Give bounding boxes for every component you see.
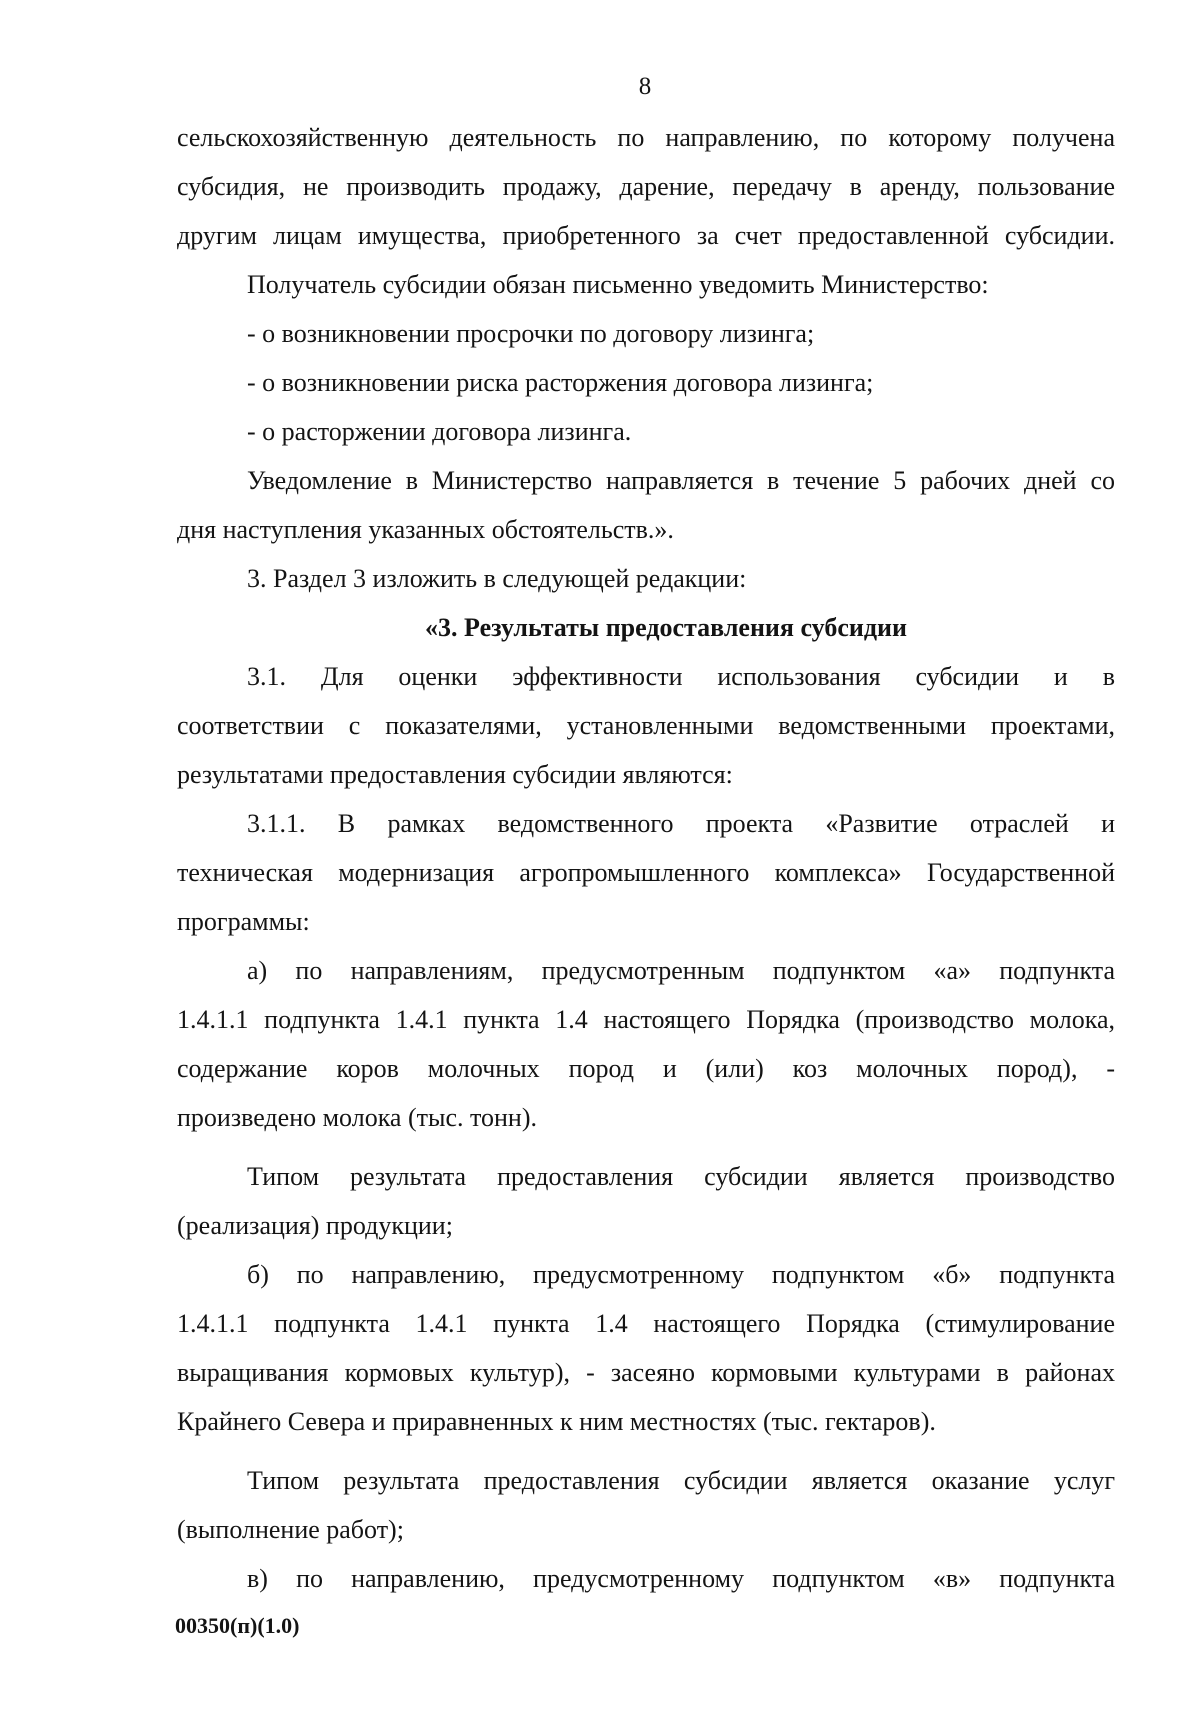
list-item: - о возникновении риска расторжения договора лизинга;	[247, 368, 874, 397]
section-heading: «3. Результаты предоставления субсидии	[425, 613, 907, 642]
text-line: Получатель субсидии обязан письменно уведомить Министерство:	[247, 270, 989, 299]
text-line: а) по направлениям, предусмотренным подпунктом «а» подпункта	[247, 956, 1115, 985]
text-line: произведено молока (тыс. тонн).	[177, 1103, 538, 1132]
document-body	[177, 113, 1115, 1603]
text-line: 3.1.1. В рамках ведомственного проекта «Развитие отраслей и	[247, 809, 1115, 838]
text-line: 3. Раздел 3 изложить в следующей редакции:	[247, 564, 747, 593]
text-line: другим лицам имущества, приобретенного за счет предоставленной субсидии.	[177, 221, 1115, 250]
text-line: сельскохозяйственную деятельность по направлению, по которому получена	[177, 123, 1115, 152]
text-line: 3.1. Для оценки эффективности использования субсидии и в	[247, 662, 1115, 691]
text-line: 1.4.1.1 подпункта 1.4.1 пункта 1.4 настоящего Порядка (производство молока,	[177, 1005, 1115, 1034]
text-line: 1.4.1.1 подпункта 1.4.1 пункта 1.4 настоящего Порядка (стимулирование	[177, 1309, 1115, 1338]
text-line: субсидия, не производить продажу, дарение, передачу в аренду, пользование	[177, 172, 1115, 201]
text-line: Типом результата предоставления субсидии является производство	[247, 1162, 1115, 1191]
list-item: - о возникновении просрочки по договору лизинга;	[247, 319, 815, 348]
text-line: техническая модернизация агропромышленного комплекса» Государственной	[177, 858, 1115, 887]
text-line: Уведомление в Министерство направляется в течение 5 рабочих дней со	[247, 466, 1115, 495]
text-line: программы:	[177, 907, 310, 936]
text-line: результатами предоставления субсидии являются:	[177, 760, 733, 789]
text-line: (реализация) продукции;	[177, 1211, 453, 1240]
text-line: соответствии с показателями, установленными ведомственными проектами,	[177, 711, 1115, 740]
text-line: в) по направлению, предусмотренному подпунктом «в» подпункта	[247, 1564, 1115, 1593]
text-line: (выполнение работ);	[177, 1515, 404, 1544]
text-line: дня наступления указанных обстоятельств.».	[177, 515, 674, 544]
text-line: Крайнего Севера и приравненных к ним местностях (тыс. гектаров).	[177, 1407, 936, 1436]
text-line: содержание коров молочных пород и (или) коз молочных пород), -	[177, 1054, 1115, 1083]
text-line: б) по направлению, предусмотренному подпунктом «б» подпункта	[247, 1260, 1115, 1289]
text-line: выращивания кормовых культур), - засеяно кормовыми культурами в районах	[177, 1358, 1115, 1387]
page-number: 8	[638, 73, 652, 100]
list-item: - о расторжении договора лизинга.	[247, 417, 632, 446]
text-line: Типом результата предоставления субсидии является оказание услуг	[247, 1466, 1115, 1495]
document-code: 00350(п)(1.0)	[175, 1613, 300, 1638]
